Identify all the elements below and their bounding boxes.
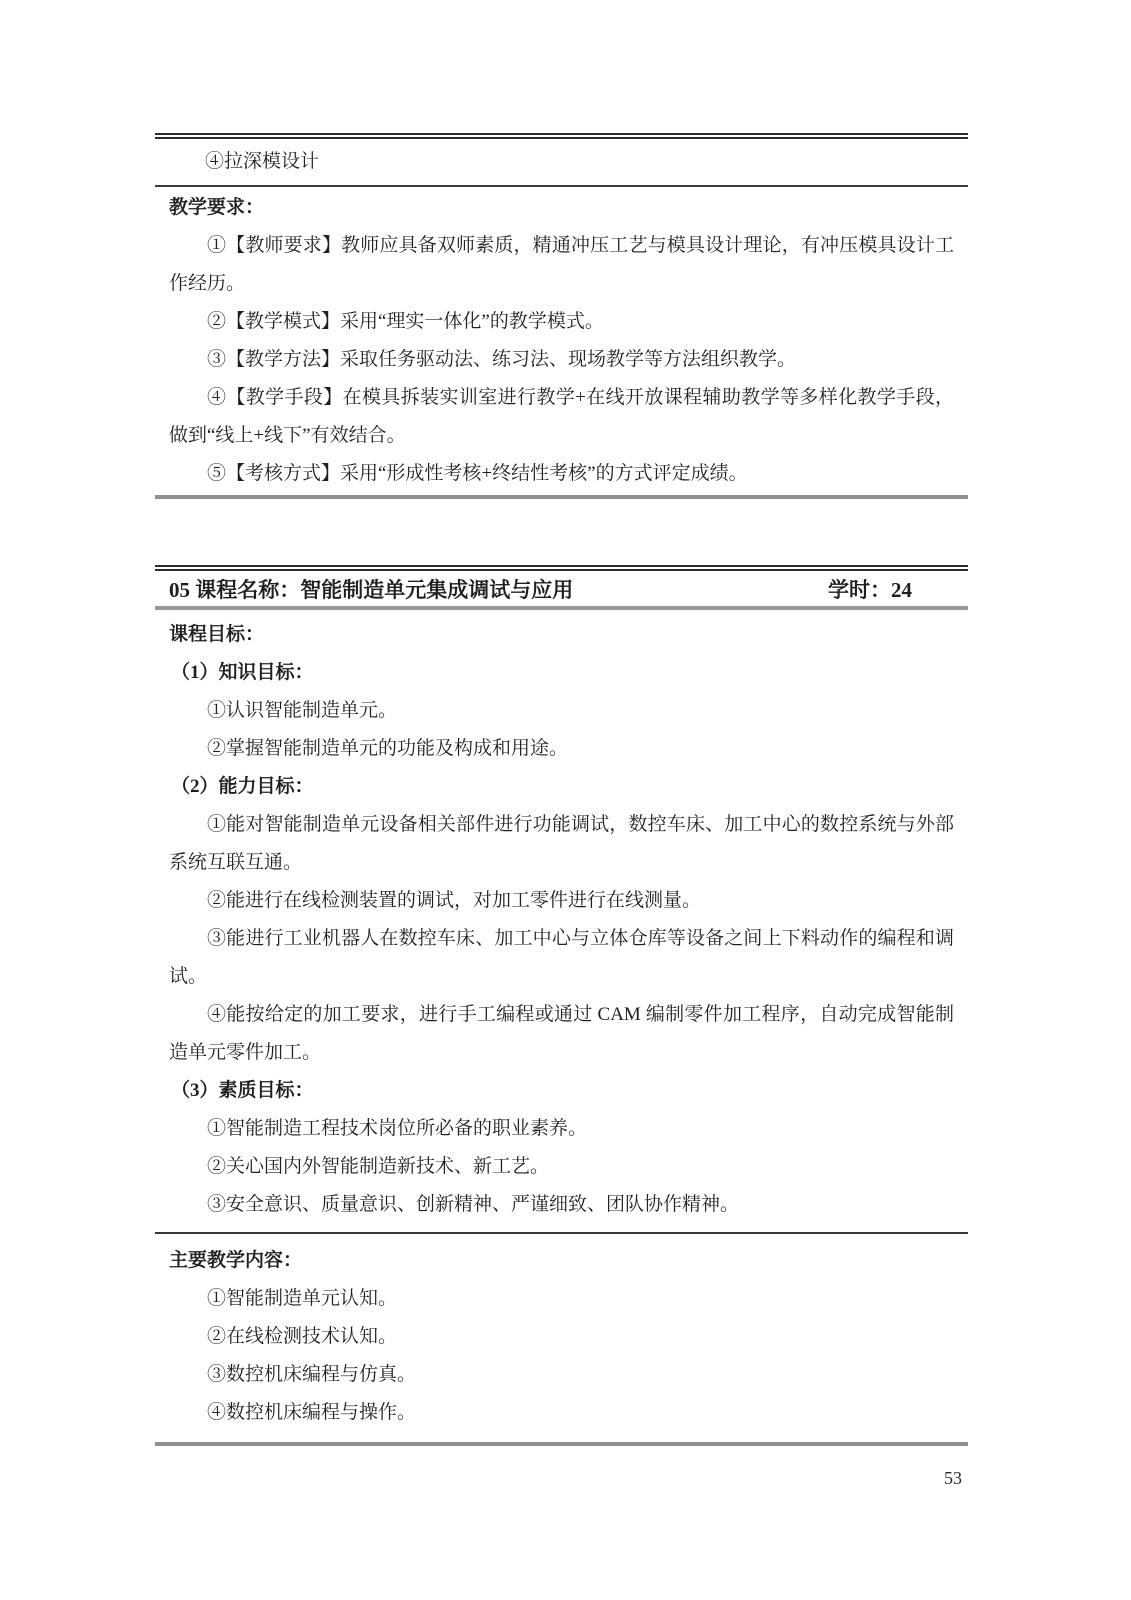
goal-item: ②掌握智能制造单元的功能及构成和用途。 bbox=[207, 738, 569, 759]
requirement-item: ②【教学模式】采用“理实一体化”的教学模式。 bbox=[207, 311, 604, 332]
goal-group-heading: （1）知识目标： bbox=[171, 662, 314, 683]
course-title: 05 课程名称：智能制造单元集成调试与应用 bbox=[169, 577, 574, 602]
course-hours: 学时：24 bbox=[828, 577, 912, 602]
goal-item: ①能对智能制造单元设备相关部件进行功能调试，数控车床、加工中心的数控系统与外部系统互联互通。 bbox=[169, 814, 954, 873]
course-goals-cell bbox=[155, 610, 968, 1234]
content-item-text: ④拉深模设计 bbox=[205, 151, 320, 172]
teaching-requirements-cell bbox=[155, 187, 968, 499]
prev-course-table bbox=[155, 133, 968, 499]
main-content-item: ①智能制造单元认知。 bbox=[207, 1288, 398, 1309]
course-05-table bbox=[155, 565, 968, 1446]
content-item-row bbox=[155, 133, 968, 187]
goal-group-heading: （2）能力目标： bbox=[171, 776, 314, 797]
goal-item: ①智能制造工程技术岗位所必备的职业素养。 bbox=[207, 1118, 588, 1139]
main-content-item: ②在线检测技术认知。 bbox=[207, 1326, 398, 1347]
goal-item: ③能进行工业机器人在数控车床、加工中心与立体仓库等设备之间上下料动作的编程和调试。 bbox=[169, 928, 954, 987]
goal-item: ①认识智能制造单元。 bbox=[207, 700, 398, 721]
goal-group-heading: （3）素质目标： bbox=[171, 1080, 314, 1101]
teaching-requirements-label: 教学要求： bbox=[169, 197, 265, 218]
main-content-label: 主要教学内容： bbox=[169, 1250, 303, 1271]
main-content-item: ③数控机床编程与仿真。 bbox=[207, 1364, 417, 1385]
main-content-cell bbox=[155, 1234, 968, 1446]
course-header-row bbox=[155, 565, 968, 610]
requirement-item: ⑤【考核方式】采用“形成性考核+终结性考核”的方式评定成绩。 bbox=[207, 463, 748, 484]
requirement-item: ③【教学方法】采取任务驱动法、练习法、现场教学等方法组织教学。 bbox=[207, 349, 797, 370]
course-goal-label: 课程目标： bbox=[169, 624, 265, 645]
main-content-item: ④数控机床编程与操作。 bbox=[207, 1402, 417, 1423]
goal-item: ③安全意识、质量意识、创新精神、严谨细致、团队协作精神。 bbox=[207, 1194, 740, 1215]
goal-item: ②关心国内外智能制造新技术、新工艺。 bbox=[207, 1156, 550, 1177]
requirement-item: ①【教师要求】教师应具备双师素质，精通冲压工艺与模具设计理论，有冲压模具设计工作经历。 bbox=[169, 235, 954, 294]
requirement-item: ④【教学手段】在模具拆装实训室进行教学+在线开放课程辅助教学等多样化教学手段，做到“线上+线下”有效结合。 bbox=[169, 387, 954, 446]
goal-item: ②能进行在线检测装置的调试，对加工零件进行在线测量。 bbox=[207, 890, 702, 911]
goal-item: ④能按给定的加工要求，进行手工编程或通过 CAM 编制零件加工程序，自动完成智能制造单元零件加工。 bbox=[169, 1004, 954, 1063]
page-number: 53 bbox=[944, 1468, 962, 1488]
